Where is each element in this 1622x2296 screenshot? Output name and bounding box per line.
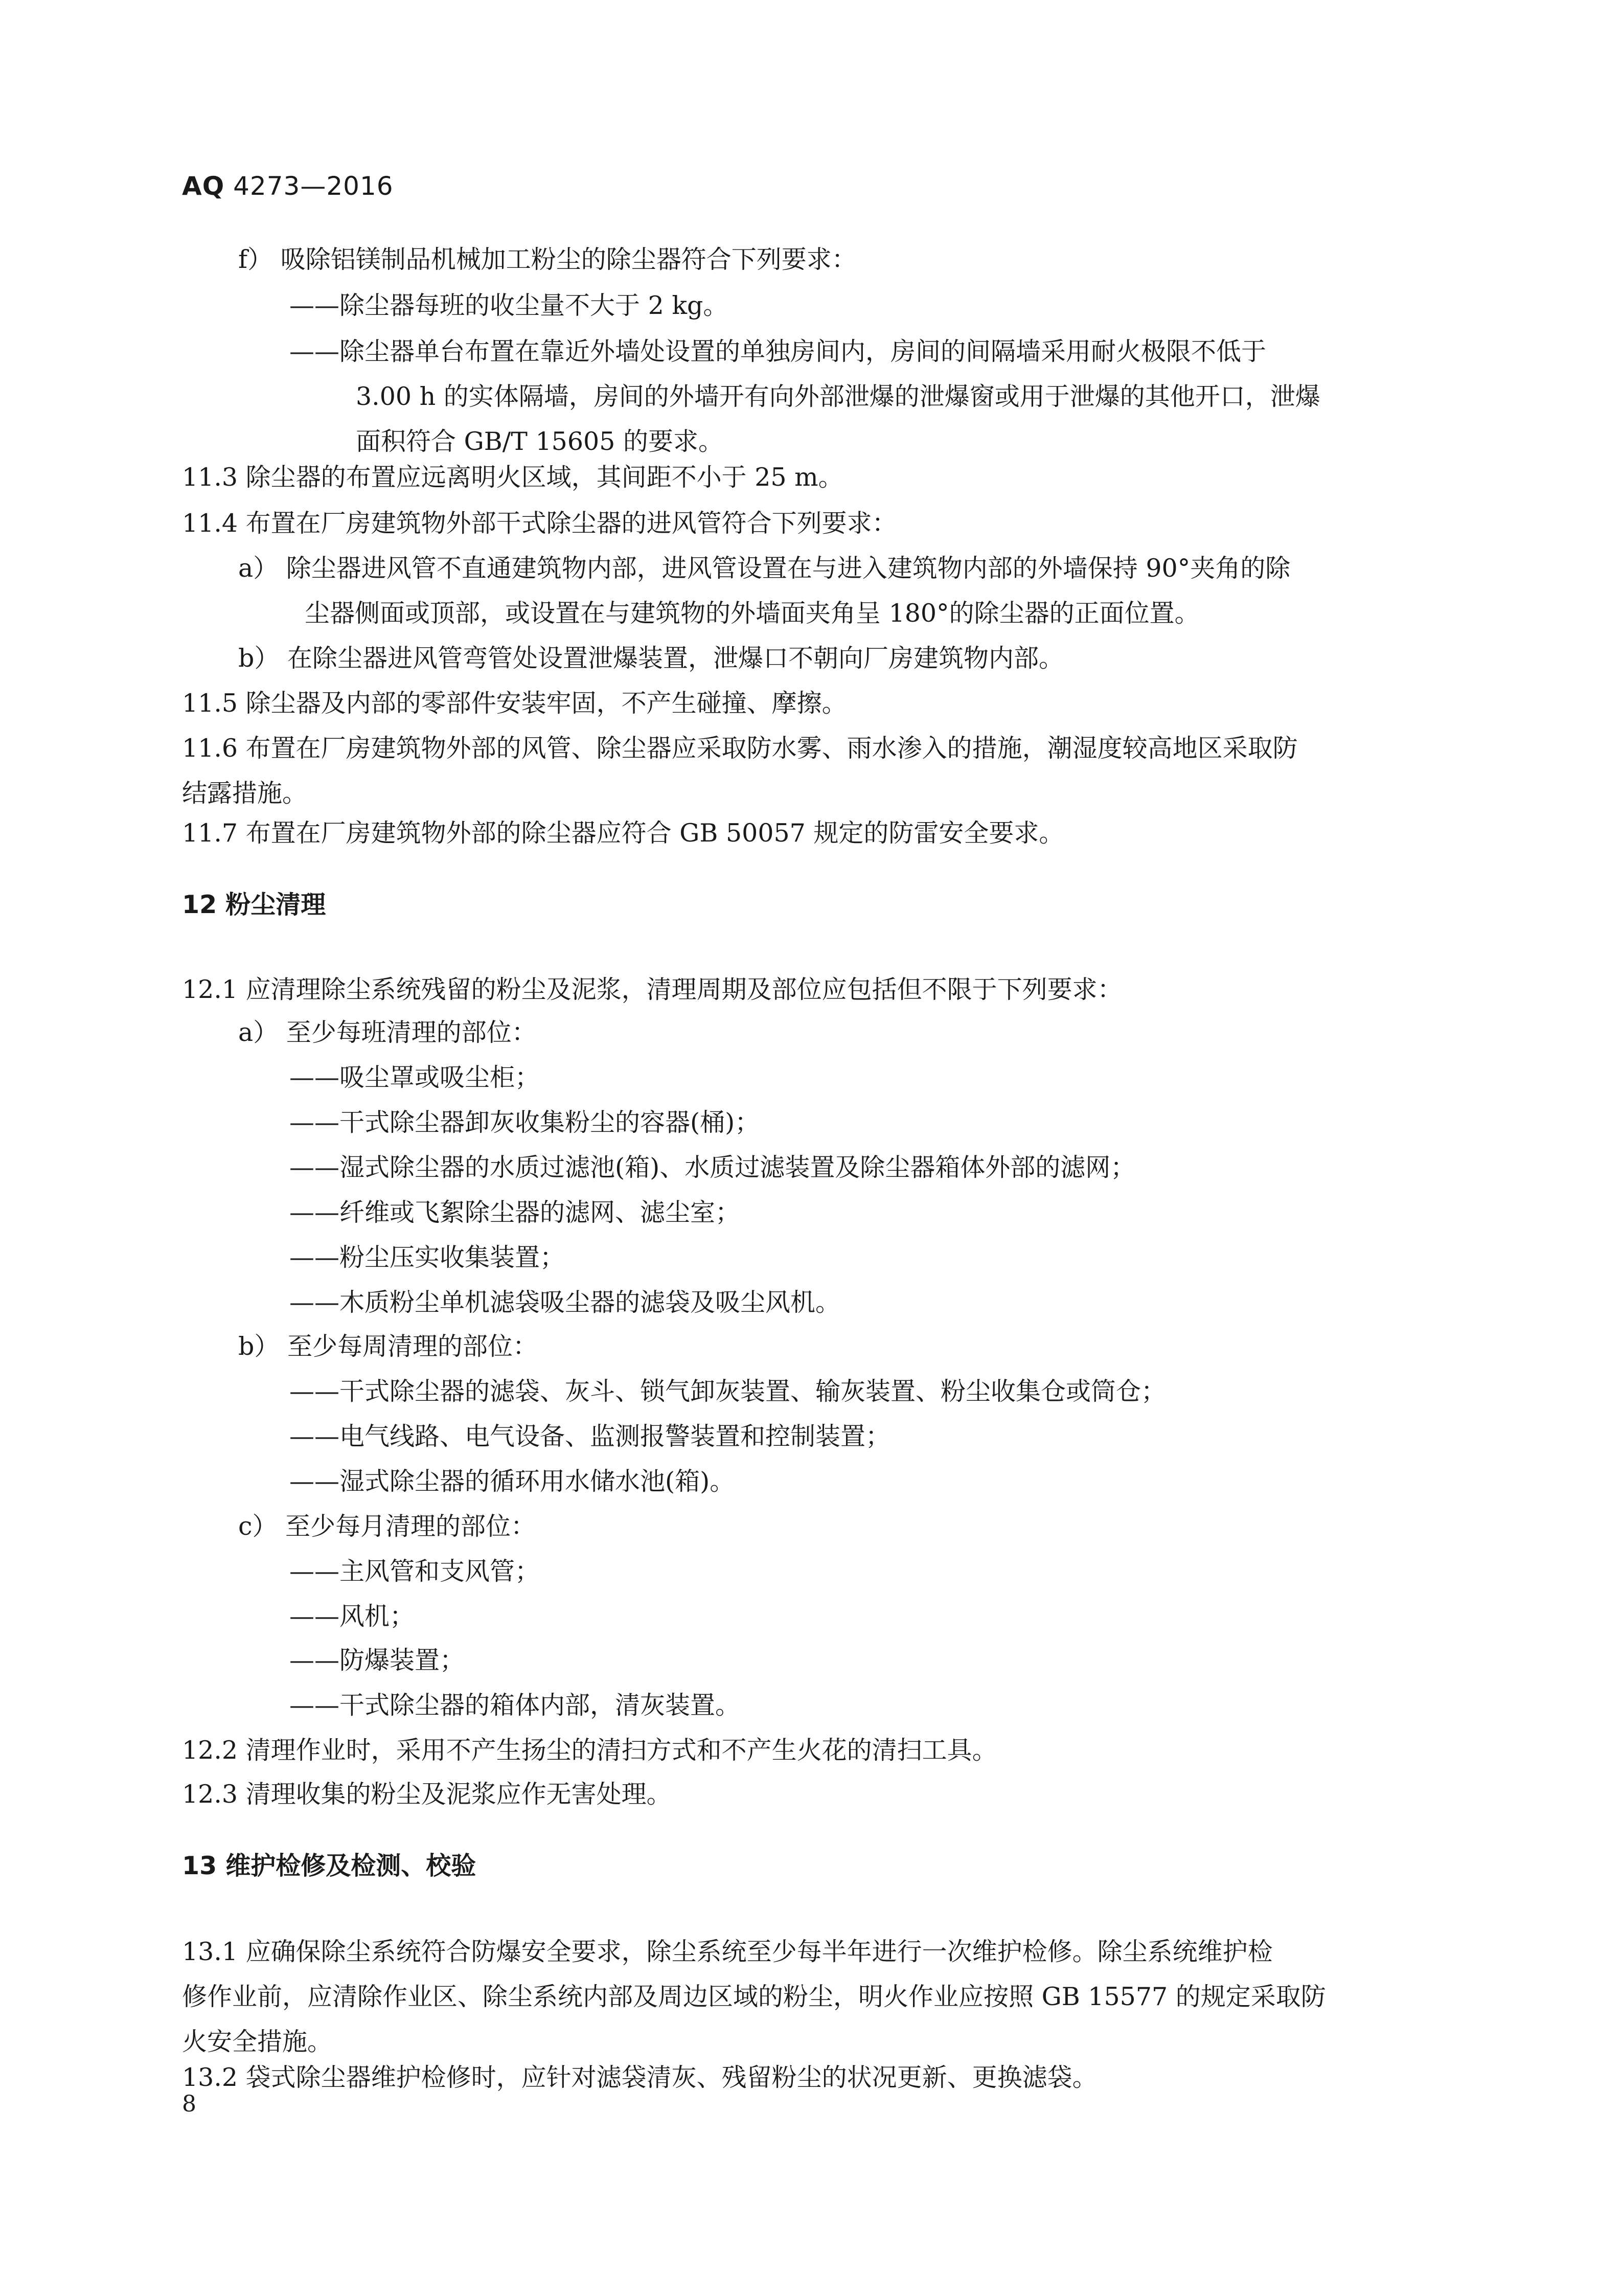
dash-item: ——湿式除尘器的水质过滤池(箱)、水质过滤装置及除尘器箱体外部的滤网； bbox=[289, 1153, 1136, 1182]
dash-item: ——除尘器单台布置在靠近外墙处设置的单独房间内，房间的间隔墙采用耐火极限不低于 bbox=[289, 337, 1267, 366]
clause-11-6-continued: 结露措施。 bbox=[182, 779, 308, 808]
clause-11-7: 11.7 布置在厂房建筑物外部的除尘器应符合 GB 50057 规定的防雷安全要求。 bbox=[182, 819, 1064, 848]
clause-11-3: 11.3 除尘器的布置应远离明火区域，其间距不小于 25 m。 bbox=[182, 463, 843, 492]
clause-12-2: 12.2 清理作业时，采用不产生扬尘的清扫方式和不产生火花的清扫工具。 bbox=[182, 1736, 997, 1765]
list-item-b: b） 在除尘器进风管弯管处设置泄爆装置，泄爆口不朝向厂房建筑物内部。 bbox=[238, 644, 1064, 673]
standard-code-header bbox=[182, 171, 394, 201]
dash-item: ——干式除尘器卸灰收集粉尘的容器(桶)； bbox=[289, 1108, 760, 1137]
list-item-a: a） 至少每班清理的部位： bbox=[238, 1018, 537, 1047]
dash-item: ——干式除尘器的滤袋、灰斗、锁气卸灰装置、输灰装置、粉尘收集仓或筒仓； bbox=[289, 1377, 1167, 1406]
dash-item: ——粉尘压实收集装置； bbox=[289, 1243, 565, 1272]
dash-item: ——湿式除尘器的循环用水储水池(箱)。 bbox=[289, 1467, 735, 1496]
dash-item: ——除尘器每班的收尘量不大于 2 kg。 bbox=[289, 291, 728, 320]
standard-number: 4273—2016 bbox=[233, 171, 394, 201]
dash-item: ——吸尘罩或吸尘柜； bbox=[289, 1063, 540, 1092]
clause-13-2: 13.2 袋式除尘器维护检修时，应针对滤袋清灰、残留粉尘的状况更新、更换滤袋。 bbox=[182, 2063, 1098, 2092]
list-item-f: f） 吸除铝镁制品机械加工粉尘的除尘器符合下列要求： bbox=[238, 245, 857, 274]
clause-12-1: 12.1 应清理除尘系统残留的粉尘及泥浆，清理周期及部位应包括但不限于下列要求： bbox=[182, 975, 1123, 1004]
clause-13-1-continued: 火安全措施。 bbox=[182, 2027, 333, 2056]
list-item-c: c） 至少每月清理的部位： bbox=[238, 1512, 536, 1541]
clause-11-4: 11.4 布置在厂房建筑物外部干式除尘器的进风管符合下列要求： bbox=[182, 509, 897, 538]
list-item-b: b） 至少每周清理的部位： bbox=[238, 1332, 538, 1361]
dash-item: ——主风管和支风管； bbox=[289, 1557, 540, 1586]
section-heading-13: 13 维护检修及检测、校验 bbox=[182, 1851, 476, 1880]
dash-item-continued: 3.00 h 的实体隔墙，房间的外墙开有向外部泄爆的泄爆窗或用于泄爆的其他开口，泄爆 bbox=[356, 382, 1320, 411]
list-item-a: a） 除尘器进风管不直通建筑物内部，进风管设置在与进入建筑物内部的外墙保持 90°夹角的除 bbox=[238, 554, 1291, 583]
dash-item: ——纤维或飞絮除尘器的滤网、滤尘室； bbox=[289, 1198, 741, 1227]
section-heading-12: 12 粉尘清理 bbox=[182, 890, 326, 919]
standard-prefix: AQ bbox=[182, 171, 225, 201]
dash-item-continued: 面积符合 GB/T 15605 的要求。 bbox=[356, 427, 723, 456]
page-number: 8 bbox=[182, 2091, 196, 2117]
dash-item: ——风机； bbox=[289, 1602, 415, 1631]
dash-item: ——干式除尘器的箱体内部，清灰装置。 bbox=[289, 1691, 741, 1720]
dash-item: ——防爆装置； bbox=[289, 1646, 465, 1675]
clause-11-5: 11.5 除尘器及内部的零部件安装牢固，不产生碰撞、摩擦。 bbox=[182, 689, 847, 718]
clause-13-1: 13.1 应确保除尘系统符合防爆安全要求，除尘系统至少每半年进行一次维护检修。除尘系统维护检 bbox=[182, 1937, 1273, 1966]
clause-12-3: 12.3 清理收集的粉尘及泥浆应作无害处理。 bbox=[182, 1780, 672, 1809]
list-item-a-continued: 尘器侧面或顶部，或设置在与建筑物的外墙面夹角呈 180°的除尘器的正面位置。 bbox=[305, 599, 1200, 628]
dash-item: ——电气线路、电气设备、监测报警装置和控制装置； bbox=[289, 1422, 891, 1451]
clause-11-6: 11.6 布置在厂房建筑物外部的风管、除尘器应采取防水雾、雨水渗入的措施，潮湿度较高地区采取防 bbox=[182, 734, 1298, 763]
dash-item: ——木质粉尘单机滤袋吸尘器的滤袋及吸尘风机。 bbox=[289, 1288, 841, 1317]
clause-13-1-continued: 修作业前，应清除作业区、除尘系统内部及周边区域的粉尘，明火作业应按照 GB 15577 的规定采取防 bbox=[182, 1982, 1326, 2011]
